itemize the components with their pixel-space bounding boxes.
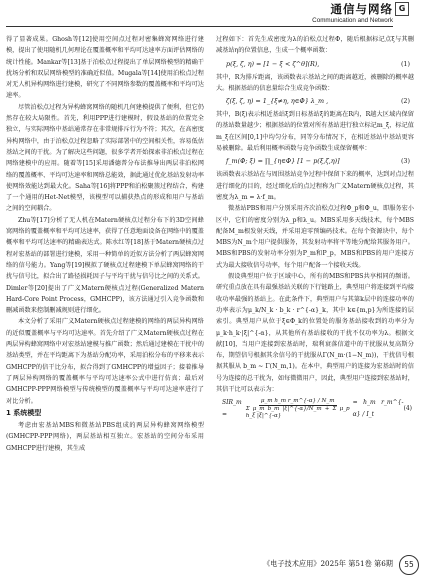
paragraph: 该函数表示基站在与周围基站竞争过程中保留下来的概率，达到对点过程进行细化的目的，经过细化后的点过程称为广义Matern硬核点过程，其密度为λ_m = λ·f_m。 <box>216 171 414 201</box>
right-column <box>216 34 414 422</box>
page-header <box>0 0 427 32</box>
paragraph: 其中，B(ξ)表示相近基站ξ到日标基站ξ的距离在R内，R越大区域内保留的基站数量越少；根据基站的位置对所有基站进行独立标记m_ξ，标记值m_ξ在区间[0,1]中均匀分布，同等分布情况下，在相近基站中基站更容易被删除。最后利用概率函数与竞争函数生成保留概率： <box>216 111 414 153</box>
equation-number: (2) <box>400 97 410 106</box>
equation-fraction: $\frac{\text{μ\_m h\_m r\_m\textasciicircum{}\{-α\} / N\_m}}{\text{Σ μ\_m b\_m |ξ|\textasciicircum{}\{-α\}/N\_m + Σ μ\_p h\_ξ |ξ|\textasciicircum{}\{-α\}}}$ <box>245 397 350 419</box>
section-subtitle: Communication and Network <box>312 17 393 24</box>
journal-citation: 《电子技术应用》2025年 第51卷 第6期 <box>262 559 393 568</box>
equation-number: (1) <box>400 59 410 68</box>
section-logo-icon: G <box>395 2 409 16</box>
equation-number: (4) <box>403 404 412 412</box>
section-heading: 1 系统模型 <box>6 408 42 417</box>
equation-lhs: SIR_m = <box>222 399 242 418</box>
equation <box>216 395 414 422</box>
paragraph: 考虑由宏基站MBS和微基站PBS组成的两层异构蜂窝网络模型(GMHCPP-PPP网络)，两层基站相互独立。宏基站的空间分布采用GMHCPP进行建模，其生成 <box>6 422 204 452</box>
equation <box>216 154 414 169</box>
paragraph: Zhu等[17]分析了无人机在Matern硬核点过程分布下的3D空间蜂窝网络的覆盖概率和平均可达速率，获得了任意地面设备在网络中的覆盖概率和平均可达速率的精确表达式。陈水红等[18]基于Matern硬核点过程对宏基站的部署进行建模，采用一种简单的近似方法分析了两层蜂窝网络的信号能力。Yang等[19]模拟了硬核点过程建模下单层蜂窝网络的干扰与信号比，拟合出了路径损耗因子与平均干扰与信号比之间的关系式。Dimler等[20]提出了广义Matern硬核点过程(Generalized Matern Hard-Core Point Process，GMHCPP)，该方法通过引入竞争函数和删减函数来控制删减规则进行细化。 <box>6 216 204 315</box>
paragraph: 微基站PBS和用户分别采用齐次泊松点过程Φ_p和Φ_u，即服务宏小区中，它们的密度分别为λ_p和λ_u。MBS采用多天线技术，每个MBS配备M_m根发射天线，并采用迫零预编码技术。在每个资源块中，每个MBS为N_m个用户提供服务，其发射功率将平等地分配给其服务用户。MBS和PBS的发射功率分别为P_m和P_p，MBS和PBS的用户连接方式为最大接收信号功率，每个用户配备一个接收天线。 <box>216 205 414 269</box>
equation-number: (3) <box>400 157 410 166</box>
equation-body: f_m(Φ; ξ) = ∏_{η∈Φ} [1 − p(ξ,ζ,η)] <box>226 157 340 166</box>
paragraph: 尽管泊松点过程为异构蜂窝网络的随机几何建模提供了便利，但它仍然存在较大局限性。首先，利用PPP进行建模时，假设基站的位置完全独立，与实际网络中基站通常存在非常规排斥行为不符；其次，在高密度异构网络中，由于泊松点过程忽略了实际部署中的空间相关性，容易低估基站之间的干扰。为了解决这些问题，很多学者开始探索非泊松点过程在网络建模中的应用。随着等[15]采用潘德普分布法推导出两层非泊松网络的覆盖概率、平均可达速率和网络总能效，据此通过优化基站发射功率使网络效能达到最大化。Saha等[16]将PPP和泊松聚簇过程结合，构建了一个通用的Het-Net模型，该模型可以捕获热点的形成和用户与基站之间的空间耦合。 <box>6 103 204 213</box>
page-footer <box>0 555 427 575</box>
paragraph: 假设典型用户位于区域中心，所有的MBS和PBS共享相同的频谱。研究重点放在具有最强基站关联的下行链路上，典型用户将连接到平均接收功率最强的基站上。在此条件下，典型用户与其第k层中的连接功率的功率表示为μ_k/N_k · b_k · r^{-α}_k，其中 k∈{m,p}为所连接的层索引。典型用户从位于ξ∈Φ_k的位置处的服务基站接收到的功率分为μ_k·h_k·|ξ|^{-α}，从其他所有基站接收的干扰不仅功率为λ。根据文献[10]，当用户连接到宏基站时，瑞利衰落信道中的干扰服从复高斯分布，期望信号根据其余信号的干扰服从Γ(N_m·(1−N_m))，干扰信号根据其服从 b_m ~ Γ(N_m,1)。在本中，典型用户的连接为宏基站时的信号为连接的总干扰为，如每微微用户，因此，典型用户连接到宏基站时，其信干比可以表示为： <box>216 273 414 394</box>
paragraph: 得了显著成果。Ghosh等[12]使用空间点过程对密集蜂窝网络进行建模，提出了使用随机几何理论在覆盖概率和平均可达速率方面评估网络的统计性能。Mankar等[13]基于泊松点过程提出了单层网络模型的精确干扰场分析和双层网络模型的准确近似值。Mugala等[14]使用泊松点过程对无人机异构网络进行建模，研究了不同网络参数的覆盖概率和平均可达速率。 <box>6 36 204 100</box>
paragraph: 其中，R为排斥距离，该函数表示基站之间的距离越近，被删除的概率越大。根据基站的信息量综合生成竞争函数： <box>216 73 414 92</box>
equation <box>216 94 414 109</box>
page-number: 55 <box>399 555 419 575</box>
section-title: 通信与网络 <box>330 2 393 16</box>
left-column <box>6 34 204 454</box>
paragraph: 本文分析了采用广义Matern硬核点过程建模的网络的两层异构网络的近似覆盖概率与平均可达速率。首先介绍了广义Matern硬核点过程在两层异构蜂窝网络中对宏基站建模与推广函数；然后通过建模在干扰中的基站类型，并在平均距离下为基站分配功率，采用泊松分布的平移来表示GMHCPP的信干比分布，拟合得到了GMHCPP的增益因子；接着推导了两层异构网络的覆盖概率与平均可达速率公式中进行仿真；最后对GMHCPP-PPP网络模型与传统模型的覆盖概率与平均可达速率进行了对比分析。 <box>6 318 204 405</box>
header-divider <box>6 26 393 27</box>
paragraph: 过程如下：首先生成密度为λ的泊松点过程Φ，随后根据标记点ξ与其删减基站η的位置信息，生成一个概率函数： <box>216 36 414 55</box>
equation-rhs: = h_m r_m^{-α} / I_t <box>352 399 404 418</box>
equation-body: ζ(ξ, ζ, η) = 1_{ξ≠η, η∈Φ} λ_m , <box>226 97 329 106</box>
equation <box>216 57 414 72</box>
equation-body: p(ξ, ζ, η) = [1 − ξ < ζ^θ](R), <box>226 59 320 68</box>
